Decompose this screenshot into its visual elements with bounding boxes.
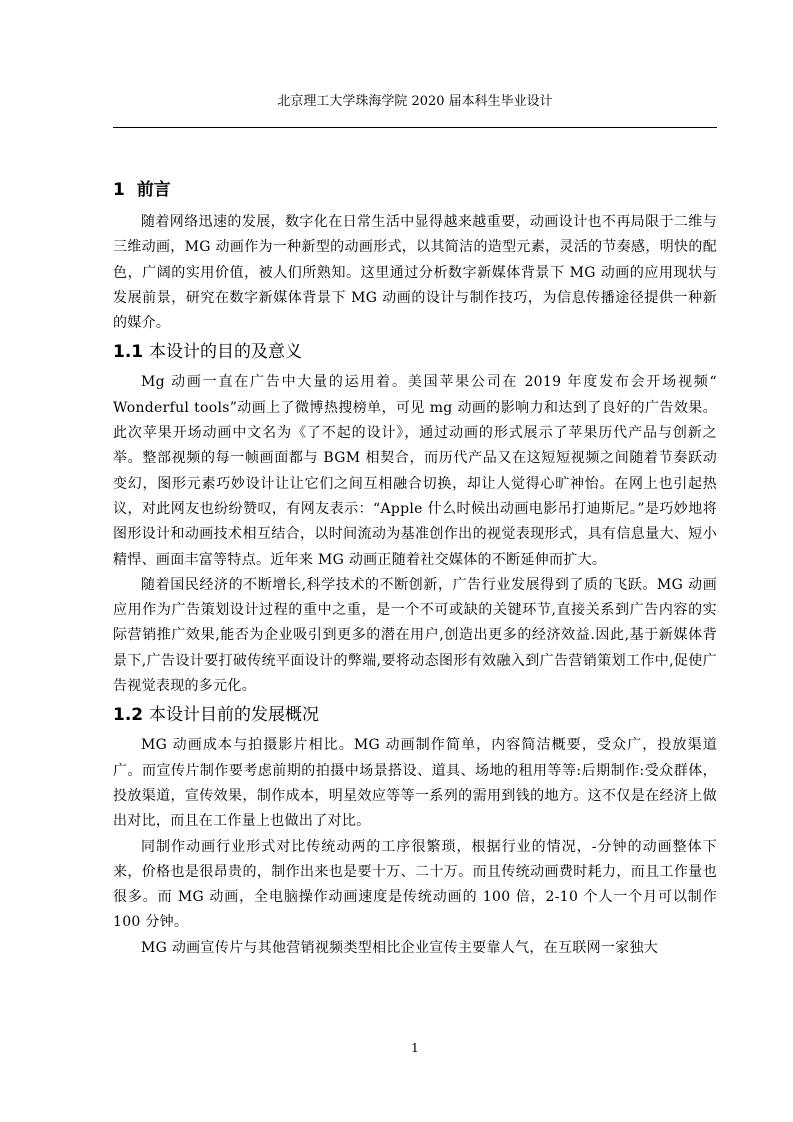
section-title: 前言 (136, 180, 171, 200)
header-rule (113, 127, 717, 128)
page-number: 1 (411, 1041, 419, 1055)
running-header: 北京理工大学珠海学院 2020 届本科生毕业设计 (277, 94, 553, 109)
section-number: 1 (113, 180, 125, 200)
page-body (113, 176, 717, 961)
section-heading-1-2 (113, 701, 717, 729)
section-heading-1-1 (113, 338, 717, 366)
section-number: 1.1 (113, 342, 144, 363)
section-number: 1.2 (113, 705, 144, 726)
paragraph: 随着网络迅速的发展，数字化在日常生活中显得越来越重要，动画设计也不再局限于二维与三维动画，MG 动画作为一种新型的动画形式，以其简洁的造型元素，灵活的节奏感，明快的配色，广阔的实用价值，被人们所熟知。这里通过分析数字新媒体背景下 MG 动画的应用现状与发展前景，研究在数字新媒体背景下 MG 动画的设计与制作技巧，为信息传播途径提供一种新的媒介。 (113, 214, 717, 332)
section-title: 本设计目前的发展概况 (149, 705, 320, 726)
paragraph: 同制作动画行业形式对比传统动两的工序很繁琐，根据行业的情况，-分钟的动画整体下来，价格也是很昂贵的，制作出来也是要十万、二十万。而且传统动画费时耗力，而且工作量也很多。而 MG 动画，全电脑操作动画速度是传统动画的 100 倍，2-10 个人一个月可以制作 100 分钟。 (113, 838, 717, 931)
paragraph: MG 动画宣传片与其他营销视频类型相比企业宣传主要靠人气，在互联网一家独大 (141, 939, 659, 956)
paragraph: 随着国民经济的不断增长,科学技术的不断创新，广告行业发展得到了质的飞跃。MG 动画应用作为广告策划设计过程的重中之重，是一个不可或缺的关键环节,直接关系到广告内容的实际营销推广效果,能否为企业吸引到更多的潜在用户,创造出更多的经济效益.因此,基于新媒体背景下,广告设计要打破传统平面设计的弊端,要将动态图形有效融入到广告营销策划工作中,促使广告视觉表现的多元化。 (113, 576, 717, 695)
section-title: 本设计的目的及意义 (149, 342, 303, 363)
paragraph: Mg 动画一直在广告中大量的运用着。美国苹果公司在 2019 年度发布会开场视频“ Wonderful tools”动画上了微博热搜榜单，可见 mg 动画的影响力和达到了良好的广告效果。此次苹果开场动画中文名为《了不起的设计》，通过动画的形式展示了苹果历代产品与创新之举。整部视频的每一帧画面都与 BGM 相契合，而历代产品又在这短短视频之间随着节奏跃动变幻，图形元素巧妙设计让让它们之间互相融合切换，却让人觉得心旷神怡。在网上也引起热议，对此网友也纷纷赞叹，有网友表示：“Apple 什么时候出动画电影吊打迪斯尼。”是巧妙地将图形设计和动画技术相互结合，以时间流动为基准创作出的视觉表现形式，具有信息量大、短小精悍、画面丰富等特点。近年来 MG 动画正随着社交媒体的不断延伸而扩大。 (113, 374, 717, 568)
paragraph: MG 动画成本与拍摄影片相比。MG 动画制作简单，内容简洁概要，受众广，投放渠道广。而宣传片制作要考虑前期的拍摄中场景搭设、道具、场地的租用等等:后期制作:受众群体，投放渠道，宣传效果，制作成本，明星效应等等一系列的需用到钱的地方。这不仅是在经济上做出对比，而且在工作量上也做出了对比。 (113, 737, 717, 830)
section-heading-1 (113, 176, 717, 204)
